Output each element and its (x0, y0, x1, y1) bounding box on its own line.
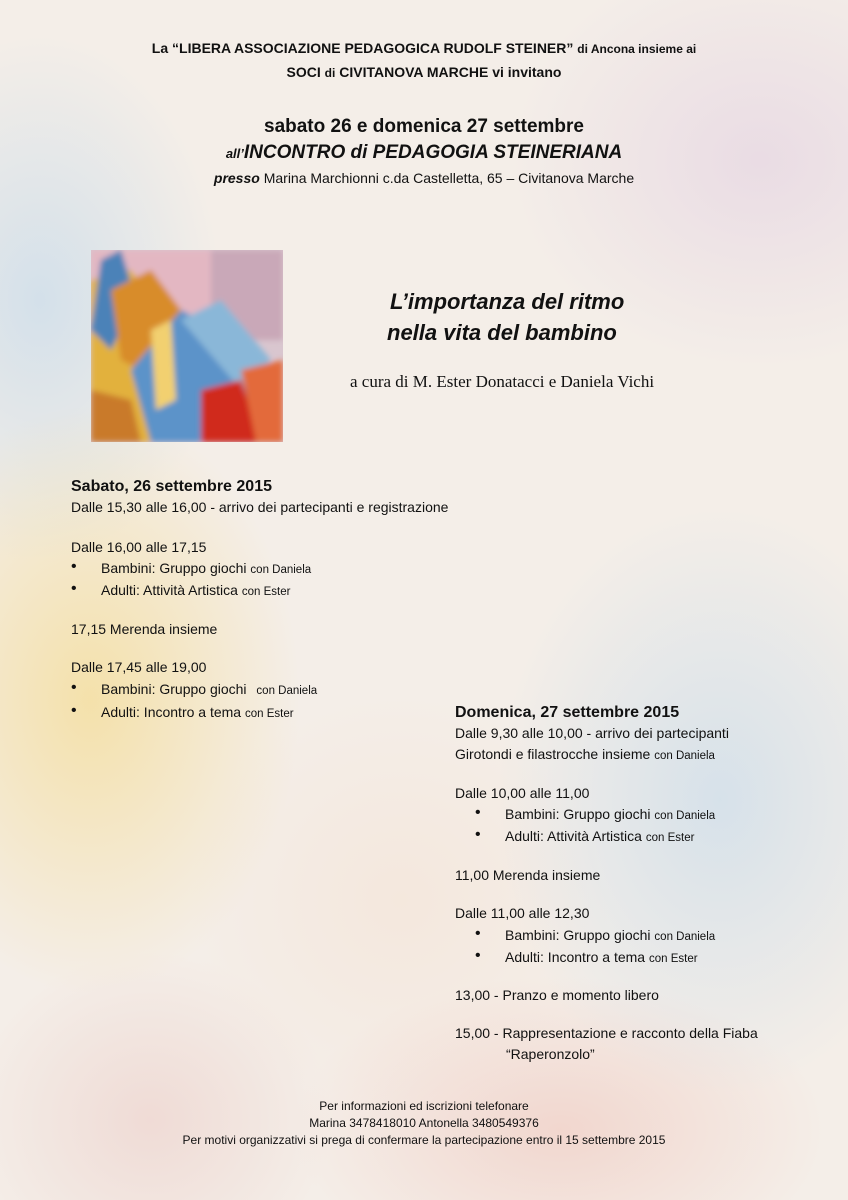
organizer-name: La “LIBERA ASSOCIAZIONE PEDAGOGICA RUDOLF STEINER” (151, 40, 574, 56)
curated-by: a cura di M. Ester Donatacci e Daniela Vichi (350, 372, 655, 391)
sunday-schedule (455, 0, 835, 1200)
saturday-snack: 17,15 Merenda insieme (71, 621, 218, 637)
activity-leader: con Daniela (250, 564, 312, 576)
sunday-arrival: Dalle 9,30 alle 10,00 - arrivo dei partecipanti (455, 725, 729, 741)
sunday-show: 15,00 - Rappresentazione e racconto della Fiaba (455, 1025, 758, 1041)
activity-leader: con Ester (645, 832, 695, 844)
saturday-schedule (71, 0, 521, 1200)
activity-leader: con Ester (648, 953, 698, 965)
footer-confirm: Per motivi organizzativi si prega di confermare la partecipazione entro il 15 settembre 2015 (182, 1133, 666, 1147)
list-item (505, 828, 694, 844)
sunday-heading: Domenica, 27 settembre 2015 (455, 704, 680, 721)
footer-info: Per informazioni ed iscrizioni telefonare (319, 1099, 529, 1113)
saturday-block2-time: Dalle 17,45 alle 19,00 (71, 659, 207, 675)
activity-leader: con Ester (244, 708, 294, 720)
activity: Bambini: Gruppo giochi (101, 681, 247, 697)
title-line-2: nella vita del bambino (387, 320, 617, 345)
invite-city: CIVITANOVA MARCHE vi invitano (339, 64, 562, 80)
saturday-heading: Sabato, 26 settembre 2015 (71, 478, 272, 495)
presso-label: presso (213, 170, 260, 186)
activity: Adulti: Incontro a tema (101, 704, 242, 720)
organizer-suffix: di Ancona insieme ai (577, 42, 697, 56)
sunday-snack: 11,00 Merenda insieme (455, 867, 601, 883)
activity-leader: con Daniela (256, 685, 318, 697)
sunday-block1-time: Dalle 10,00 alle 11,00 (455, 785, 590, 801)
rounds-text: Girotondi e filastrocche insieme (455, 746, 651, 762)
event-all: all’ (225, 146, 244, 161)
saturday-block1-time: Dalle 16,00 alle 17,15 (71, 539, 207, 555)
activity: Bambini: Gruppo giochi (101, 560, 247, 576)
list-item (101, 582, 290, 598)
sunday-rounds (455, 746, 715, 762)
activity-leader: con Ester (241, 586, 291, 598)
activity-leader: con Daniela (654, 931, 716, 943)
list-item (505, 927, 715, 943)
activity: Adulti: Attività Artistica (101, 582, 238, 598)
list-item (101, 681, 317, 697)
activity: Bambini: Gruppo giochi (505, 806, 651, 822)
activity: Bambini: Gruppo giochi (505, 927, 651, 943)
di-label: di (324, 66, 336, 80)
activity-leader: con Daniela (654, 750, 715, 762)
list-item (505, 949, 698, 965)
sunday-block2-time: Dalle 11,00 alle 12,30 (455, 905, 590, 921)
activity-leader: con Daniela (654, 810, 716, 822)
sunday-show-title: “Raperonzolo” (506, 1046, 595, 1062)
list-item (505, 806, 715, 822)
title-line-1: L’importanza del ritmo (390, 289, 625, 314)
location-text: Marina Marchionni c.da Castelletta, 65 – Civitanova Marche (259, 170, 635, 186)
saturday-arrival: Dalle 15,30 alle 16,00 - arrivo dei partecipanti e registrazione (71, 499, 449, 515)
list-item (101, 704, 294, 720)
footer-phones: Marina 3478418010 Antonella 3480549376 (309, 1116, 539, 1130)
list-item (101, 560, 311, 576)
event-dates: sabato 26 e domenica 27 settembre (264, 116, 584, 137)
event-title: INCONTRO di PEDAGOGIA STEINERIANA (243, 142, 623, 163)
sunday-lunch: 13,00 - Pranzo e momento libero (455, 987, 659, 1003)
soci-label: SOCI (286, 64, 321, 80)
activity: Adulti: Attività Artistica (505, 828, 642, 844)
activity: Adulti: Incontro a tema (505, 949, 646, 965)
